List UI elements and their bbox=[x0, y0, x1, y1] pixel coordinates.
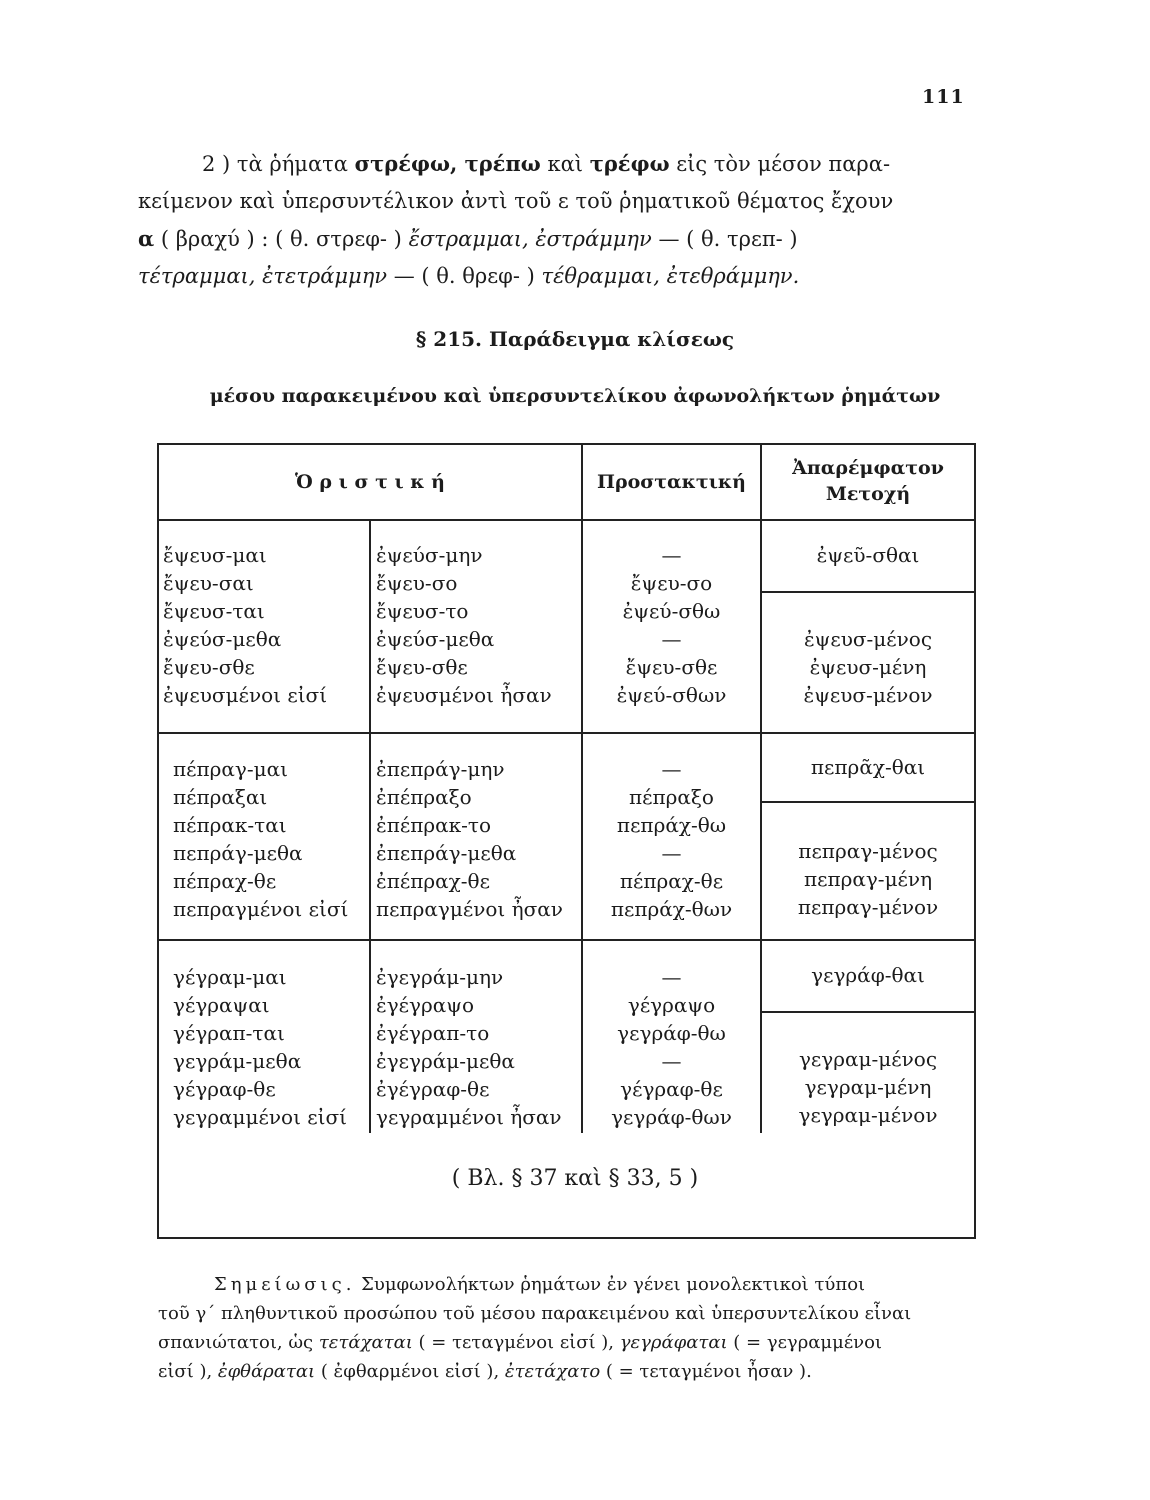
pluperfect-col bbox=[376, 755, 563, 923]
form: γέγραμ-μαι bbox=[173, 965, 287, 989]
note-label: Σημείωσις. bbox=[214, 1274, 356, 1295]
form: πεπραγμένοι ἦσαν bbox=[376, 897, 563, 921]
form: — bbox=[661, 841, 682, 865]
pluperfect-col bbox=[376, 963, 562, 1131]
intro-text: εἰς τὸν μέσον παρα- bbox=[669, 152, 891, 176]
note-line-4 bbox=[158, 1357, 984, 1386]
note-text: σπανιώτατοι, ὡς bbox=[158, 1332, 319, 1353]
form: ἐπέπρακ-το bbox=[376, 813, 492, 837]
infinitive-cell: ἐψεῦ-σθαι bbox=[816, 543, 920, 567]
note-text: εἰσί ), bbox=[158, 1361, 218, 1382]
note-text: ( = τεταγμένοι εἰσί ), bbox=[412, 1332, 620, 1353]
form: ἐψεύσ-μεθα bbox=[163, 627, 282, 651]
perfect-col bbox=[173, 755, 348, 923]
form: ἔψευ-σθε bbox=[625, 655, 718, 679]
form: ἐψευσμένοι εἰσί bbox=[163, 683, 328, 707]
header-infinitive: Ἀπαρέμφατον bbox=[792, 457, 944, 479]
form: γεγραμμένοι ἦσαν bbox=[376, 1105, 562, 1129]
form-italic: ἔστραμμαι, ἐστράμμην bbox=[408, 227, 652, 251]
form: γεγραμ-μένον bbox=[798, 1103, 938, 1127]
intro-line-1 bbox=[138, 145, 974, 183]
note-paragraph bbox=[158, 1270, 984, 1386]
note-line-1 bbox=[158, 1270, 984, 1299]
form: — bbox=[661, 627, 682, 651]
form: γέγραπ-ται bbox=[173, 1021, 285, 1045]
page-number: 111 bbox=[922, 86, 965, 108]
participle-col bbox=[762, 625, 974, 709]
form: γεγράμ-μεθα bbox=[173, 1049, 302, 1073]
form: πεπραγμένοι εἰσί bbox=[173, 897, 349, 921]
form: — bbox=[661, 1049, 682, 1073]
form: ἔψευ-σο bbox=[630, 571, 713, 595]
form-italic: τέθραμμαι, ἐτεθράμμην. bbox=[541, 264, 800, 288]
header-imperative: Προστακτική bbox=[597, 471, 746, 493]
intro-line-3 bbox=[138, 220, 974, 258]
note-text: ( = γεγραμμένοι bbox=[727, 1332, 882, 1353]
form: ἐγέγραψο bbox=[376, 993, 474, 1017]
intro-paragraph bbox=[138, 145, 974, 295]
group-rule-2 bbox=[159, 939, 974, 941]
form: ἐψευσ-μένη bbox=[809, 655, 927, 679]
note-line-2: τοῦ γ΄ πληθυντικοῦ προσώπου τοῦ μέσου παρακειμένου καὶ ὑπερσυντελίκου εἶναι bbox=[158, 1303, 912, 1324]
form: γέγραψαι bbox=[173, 993, 270, 1017]
form: γεγράφ-θω bbox=[617, 1021, 726, 1045]
note-text: ( = τεταγμένοι ἦσαν ). bbox=[600, 1361, 812, 1382]
form: ἐγέγραφ-θε bbox=[376, 1077, 490, 1101]
form: ἐπεπράγ-μεθα bbox=[376, 841, 517, 865]
table-footnote: ( Βλ. § 37 καὶ § 33, 5 ) bbox=[451, 1166, 699, 1191]
intro-text: — ( θ. θρεφ- ) bbox=[387, 264, 542, 288]
form: ἔψευ-σθε bbox=[163, 655, 255, 679]
form: πέπραχ-θε bbox=[619, 869, 724, 893]
imperative-col bbox=[583, 963, 760, 1131]
section-title: § 215. Παράδειγμα κλίσεως bbox=[415, 327, 735, 351]
perfect-col bbox=[173, 963, 347, 1131]
infinitive-rule-3 bbox=[760, 1011, 974, 1013]
form: πεπράχ-θων bbox=[610, 897, 733, 921]
intro-text: ( βραχύ ) : ( θ. στρεφ- ) bbox=[154, 227, 409, 251]
imperative-col bbox=[583, 541, 760, 709]
imperative-col bbox=[583, 755, 760, 923]
intro-line-2: κείμενον καὶ ὑπερσυντέλικον ἀντὶ τοῦ ε τοῦ ῥηματικοῦ θέματος ἔχουν bbox=[138, 189, 894, 213]
form: γέγραψο bbox=[627, 993, 716, 1017]
form-italic: ἐτετάχατο bbox=[504, 1361, 601, 1382]
form: γέγραφ-θε bbox=[620, 1077, 723, 1101]
pluperfect-col bbox=[376, 541, 552, 709]
form: ἐγέγραπ-το bbox=[376, 1021, 490, 1045]
verb-bold: τρέφω bbox=[589, 151, 670, 176]
participle-col bbox=[762, 837, 974, 921]
form: ἐγεγράμ-μην bbox=[376, 965, 504, 989]
form: ἐψεύ-σθων bbox=[616, 683, 727, 707]
form: — bbox=[661, 543, 682, 567]
form: πεπραγ-μένος bbox=[798, 839, 938, 863]
form-italic: τετάχαται bbox=[318, 1332, 413, 1353]
form: πέπρακ-ται bbox=[173, 813, 287, 837]
form: πέπραχ-θε bbox=[173, 869, 277, 893]
form: ἔψευσ-μαι bbox=[163, 543, 267, 567]
form: πεπράγ-μεθα bbox=[173, 841, 303, 865]
form: γεγραμ-μένος bbox=[798, 1047, 938, 1071]
form: — bbox=[661, 965, 682, 989]
intro-line-4 bbox=[138, 258, 974, 295]
form: — bbox=[661, 757, 682, 781]
form: ἔψευ-σαι bbox=[163, 571, 254, 595]
form: ἔψευ-σθε bbox=[376, 655, 468, 679]
form: πέπραξαι bbox=[173, 785, 268, 809]
form: γεγραμμένοι εἰσί bbox=[173, 1105, 347, 1129]
form: ἐψεύσ-μεθα bbox=[376, 627, 495, 651]
form: πεπράχ-θω bbox=[616, 813, 727, 837]
infinitive-rule-1 bbox=[760, 591, 974, 593]
infinitive-cell: γεγράφ-θαι bbox=[811, 963, 925, 987]
intro-text: καὶ bbox=[540, 152, 590, 176]
col-rule-1 bbox=[369, 521, 371, 1133]
header-indicative: Ὁ ρ ι σ τ ι κ ή bbox=[295, 471, 445, 493]
infinitive-rule-2 bbox=[760, 801, 974, 803]
form: ἐπέπραχ-θε bbox=[376, 869, 490, 893]
infinitive-cell: πεπρᾶχ-θαι bbox=[810, 755, 926, 779]
form-italic: γεγράφαται bbox=[619, 1332, 728, 1353]
form: ἐψεύ-σθω bbox=[622, 599, 721, 623]
form: γεγράφ-θων bbox=[611, 1105, 732, 1129]
form-italic: τέτραμμαι, ἐτετράμμην bbox=[138, 264, 388, 288]
form: ἐψεύσ-μην bbox=[376, 543, 483, 567]
perfect-col bbox=[163, 541, 327, 709]
header-participle: Μετοχή bbox=[825, 483, 911, 505]
intro-text: — ( θ. τρεπ- ) bbox=[651, 227, 798, 251]
vowel-bold: α bbox=[138, 226, 155, 251]
form: ἐπέπραξο bbox=[376, 785, 472, 809]
header-rule bbox=[159, 519, 974, 521]
form: ἔψευ-σο bbox=[376, 571, 458, 595]
form-italic: ἐφθάραται bbox=[217, 1361, 316, 1382]
section-subtitle: μέσου παρακειμένου καὶ ὑπερσυντελίκου ἀφωνολήκτων ῥημάτων bbox=[209, 385, 941, 407]
form: ἐψευσ-μένος bbox=[803, 627, 933, 651]
group-rule-1 bbox=[159, 732, 974, 734]
form: πεπραγ-μένον bbox=[797, 895, 939, 919]
note-line-3 bbox=[158, 1328, 984, 1357]
form: πεπραγ-μένη bbox=[803, 867, 933, 891]
form: ἐπεπράγ-μην bbox=[376, 757, 505, 781]
form: γέγραφ-θε bbox=[173, 1077, 276, 1101]
form: πέπραξο bbox=[629, 785, 714, 809]
form: ἔψευσ-το bbox=[376, 599, 469, 623]
verb-bold: στρέφω, τρέπω bbox=[354, 151, 541, 176]
intro-text: 2 ) τὰ ῥήματα bbox=[202, 152, 355, 176]
participle-col bbox=[762, 1045, 974, 1129]
form: πέπραγ-μαι bbox=[173, 757, 288, 781]
form: ἐγεγράμ-μεθα bbox=[376, 1049, 515, 1073]
form: γεγραμ-μένη bbox=[804, 1075, 932, 1099]
form: ἐψευσ-μένον bbox=[803, 683, 933, 707]
note-text: Συμφωνολήκτων ῥημάτων ἐν γένει μονολεκτικοὶ τύποι bbox=[355, 1274, 866, 1295]
conjugation-table bbox=[157, 443, 976, 1239]
note-text: ( ἐφθαρμένοι εἰσί ), bbox=[315, 1361, 505, 1382]
form: ἔψευσ-ται bbox=[163, 599, 265, 623]
form: ἐψευσμένοι ἦσαν bbox=[376, 683, 552, 707]
